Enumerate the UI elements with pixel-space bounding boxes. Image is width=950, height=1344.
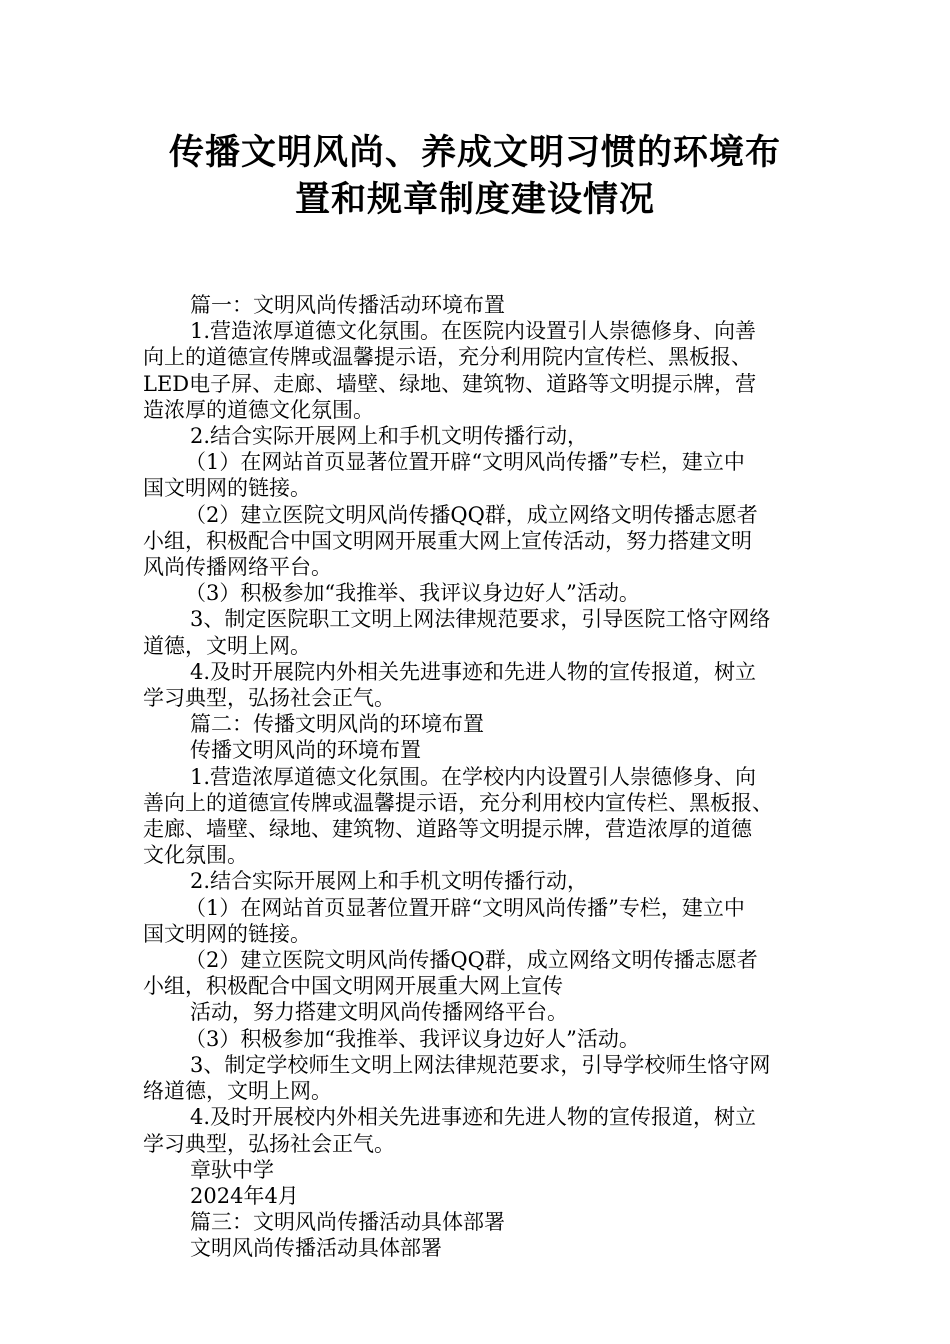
body-line: 文化氛围。: [143, 843, 248, 868]
body-line: 2024年4月: [190, 1183, 299, 1208]
body-line: 善向上的道德宣传牌或温馨提示语，充分利用校内宣传栏、黑板报、: [143, 790, 773, 815]
body-line: 1.营造浓厚道德文化氛围。在医院内设置引人崇德修身、向善: [190, 319, 757, 344]
title-line: 置和规章制度建设情况: [294, 180, 655, 220]
body-line: （3）积极参加“我推举、我评议身边好人”活动。: [185, 581, 640, 606]
body-line: 篇一：文明风尚传播活动环境布置: [190, 293, 505, 317]
body-line: 传播文明风尚的环境布置: [190, 738, 421, 763]
document-title: [100, 130, 850, 224]
body-line: 学习典型，弘扬社会正气。: [143, 1131, 395, 1156]
body-line: 学习典型，弘扬社会正气。: [143, 686, 395, 711]
body-line: 风尚传播网络平台。: [143, 555, 332, 580]
body-line: 活动，努力搭建文明风尚传播网络平台。: [190, 1000, 568, 1025]
body-line: （2）建立医院文明风尚传播QQ群，成立网络文明传播志愿者: [185, 502, 758, 527]
body-line: 国文明网的链接。: [143, 921, 311, 946]
body-line: 国文明网的链接。: [143, 476, 311, 501]
body-line: （3）积极参加“我推举、我评议身边好人”活动。: [185, 1026, 640, 1051]
title-line: 传播文明风尚、养成文明习惯的环境布: [168, 133, 781, 173]
body-line: 造浓厚的道德文化氛围。: [143, 397, 374, 422]
body-line: 小组，积极配合中国文明网开展重大网上宣传: [143, 974, 563, 999]
body-line: LED电子屏、走廊、墙壁、绿地、建筑物、道路等文明提示牌，营: [143, 371, 757, 396]
body-line: 3、制定学校师生文明上网法律规范要求，引导学校师生恪守网: [190, 1052, 771, 1077]
body-line: 2.结合实际开展网上和手机文明传播行动，: [190, 424, 589, 449]
body-line: 篇三：文明风尚传播活动具体部署: [190, 1210, 505, 1235]
body-line: 4.及时开展校内外相关先进事迹和先进人物的宣传报道，树立: [190, 1105, 757, 1130]
body-line: 篇二：传播文明风尚的环境布置: [190, 712, 484, 737]
body-line: 向上的道德宣传牌或温馨提示语，充分利用院内宣传栏、黑板报、: [143, 345, 752, 370]
body-line: 1.营造浓厚道德文化氛围。在学校内内设置引人崇德修身、向: [190, 764, 757, 789]
body-line: 4.及时开展院内外相关先进事迹和先进人物的宣传报道，树立: [190, 659, 757, 684]
body-line: 小组，积极配合中国文明网开展重大网上宣传活动，努力搭建文明: [143, 528, 752, 553]
body-line: 文明风尚传播活动具体部署: [190, 1236, 442, 1261]
body-line: 道德，文明上网。: [143, 633, 311, 658]
document-body: [143, 292, 808, 1262]
body-line: （2）建立医院文明风尚传播QQ群，成立网络文明传播志愿者: [185, 948, 758, 973]
body-line: 走廊、墙壁、绿地、建筑物、道路等文明提示牌，营造浓厚的道德: [143, 817, 752, 842]
body-line: （1）在网站首页显著位置开辟“文明风尚传播”专栏，建立中: [185, 895, 745, 920]
body-line: 3、制定医院职工文明上网法律规范要求，引导医院工恪守网络: [190, 607, 771, 632]
body-line: （1）在网站首页显著位置开辟“文明风尚传播”专栏，建立中: [185, 450, 745, 475]
body-line: 章驮中学: [190, 1157, 274, 1182]
body-line: 络道德，文明上网。: [143, 1079, 332, 1104]
body-line: 2.结合实际开展网上和手机文明传播行动，: [190, 869, 589, 894]
